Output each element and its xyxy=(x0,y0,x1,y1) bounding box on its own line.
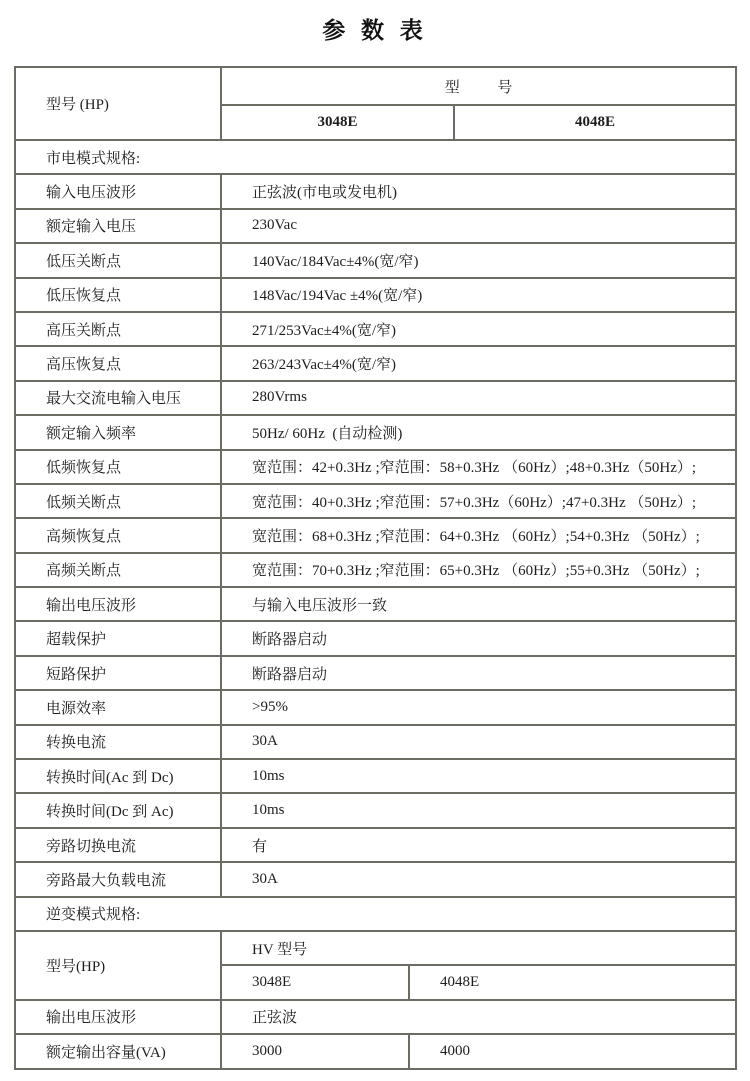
header-row-label: 型号 (HP) xyxy=(46,97,109,113)
row-value: 宽范围：70+0.3Hz ;窄范围：65+0.3Hz （60Hz）;55+0.3Hz （50Hz）; xyxy=(220,552,735,586)
table-row xyxy=(16,414,735,448)
row-label: 旁路最大负载电流 xyxy=(16,861,220,895)
row-value: 140Vac/184Vac±4%(宽/窄) xyxy=(220,242,735,276)
table-row xyxy=(16,620,735,654)
row-value-model-1: 3000 xyxy=(220,1033,408,1067)
row-label: 型号(HP) xyxy=(16,930,220,999)
row-group-label: HV 型号 xyxy=(220,930,735,964)
row-label: 低压恢复点 xyxy=(16,277,220,311)
row-value: 263/243Vac±4%(宽/窄) xyxy=(220,345,735,379)
spec-table xyxy=(14,66,737,1070)
row-value: 断路器启动 xyxy=(220,620,735,654)
table-row xyxy=(16,999,735,1033)
row-value: 断路器启动 xyxy=(220,655,735,689)
row-value: 宽范围：40+0.3Hz ;窄范围：57+0.3Hz（60Hz）;47+0.3Hz （50Hz）; xyxy=(220,483,735,517)
row-label: 超载保护 xyxy=(16,620,220,654)
table-row xyxy=(16,173,735,207)
row-label: 旁路切换电流 xyxy=(16,827,220,861)
row-label: 高频恢复点 xyxy=(16,517,220,551)
row-label: 额定输出容量(VA) xyxy=(16,1033,220,1067)
table-row xyxy=(16,586,735,620)
row-label: 高压关断点 xyxy=(16,311,220,345)
table-row xyxy=(16,689,735,723)
header-model-3048e: 3048E xyxy=(220,104,453,139)
row-label: 最大交流电输入电压 xyxy=(16,380,220,414)
table-row xyxy=(16,861,735,895)
page-title: 参 数 表 xyxy=(322,18,428,43)
section-row xyxy=(16,896,735,930)
table-row xyxy=(16,758,735,792)
table-row xyxy=(16,449,735,483)
row-label: 额定输入频率 xyxy=(16,414,220,448)
row-label: 低频恢复点 xyxy=(16,449,220,483)
section-label: 市电模式规格: xyxy=(16,139,735,173)
row-value: 30A xyxy=(220,861,735,895)
table-row xyxy=(16,792,735,826)
table-row xyxy=(16,483,735,517)
row-label: 短路保护 xyxy=(16,655,220,689)
row-value: 10ms xyxy=(220,758,735,792)
row-label: 高频关断点 xyxy=(16,552,220,586)
row-value-model-2: 4000 xyxy=(408,1033,735,1067)
row-value: >95% xyxy=(220,689,735,723)
row-label: 转换时间(Ac 到 Dc) xyxy=(16,758,220,792)
row-value: 280Vrms xyxy=(220,380,735,414)
table-row xyxy=(16,1033,735,1067)
table-row xyxy=(16,345,735,379)
row-model-1: 3048E xyxy=(220,964,408,998)
row-value: 50Hz/ 60Hz (自动检测) xyxy=(220,414,735,448)
table-row xyxy=(16,277,735,311)
row-value: 宽范围：68+0.3Hz ;窄范围：64+0.3Hz （60Hz）;54+0.3Hz （50Hz）; xyxy=(220,517,735,551)
row-value: 271/253Vac±4%(宽/窄) xyxy=(220,311,735,345)
row-label: 高压恢复点 xyxy=(16,345,220,379)
row-label: 低频关断点 xyxy=(16,483,220,517)
row-model-2: 4048E xyxy=(408,964,735,998)
section-row xyxy=(16,139,735,173)
table-row xyxy=(16,552,735,586)
row-label: 额定输入电压 xyxy=(16,208,220,242)
table-header xyxy=(16,68,735,139)
table-row xyxy=(16,827,735,861)
table-row xyxy=(16,208,735,242)
table-row xyxy=(16,242,735,276)
row-value: 30A xyxy=(220,724,735,758)
table-row xyxy=(16,724,735,758)
row-label: 转换电流 xyxy=(16,724,220,758)
table-row xyxy=(16,311,735,345)
row-label: 电源效率 xyxy=(16,689,220,723)
table-row xyxy=(16,655,735,689)
row-label: 输入电压波形 xyxy=(16,173,220,207)
row-label: 低压关断点 xyxy=(16,242,220,276)
table-body xyxy=(16,139,735,1068)
row-value: 正弦波(市电或发电机) xyxy=(220,173,735,207)
row-value: 148Vac/194Vac ±4%(宽/窄) xyxy=(220,277,735,311)
table-row xyxy=(16,517,735,551)
header-model-4048e: 4048E xyxy=(453,104,735,139)
row-value: 有 xyxy=(220,827,735,861)
table-row xyxy=(16,930,735,999)
row-value: 宽范围：42+0.3Hz ;窄范围：58+0.3Hz （60Hz）;48+0.3Hz（50Hz）; xyxy=(220,449,735,483)
row-label: 转换时间(Dc 到 Ac) xyxy=(16,792,220,826)
row-value: 10ms xyxy=(220,792,735,826)
row-value: 正弦波 xyxy=(220,999,735,1033)
header-group-label: 型 号 xyxy=(220,68,735,104)
row-label: 输出电压波形 xyxy=(16,999,220,1033)
table-row xyxy=(16,380,735,414)
section-label: 逆变模式规格: xyxy=(16,896,735,930)
row-value: 与输入电压波形一致 xyxy=(220,586,735,620)
row-value: 230Vac xyxy=(220,208,735,242)
row-label: 输出电压波形 xyxy=(16,586,220,620)
